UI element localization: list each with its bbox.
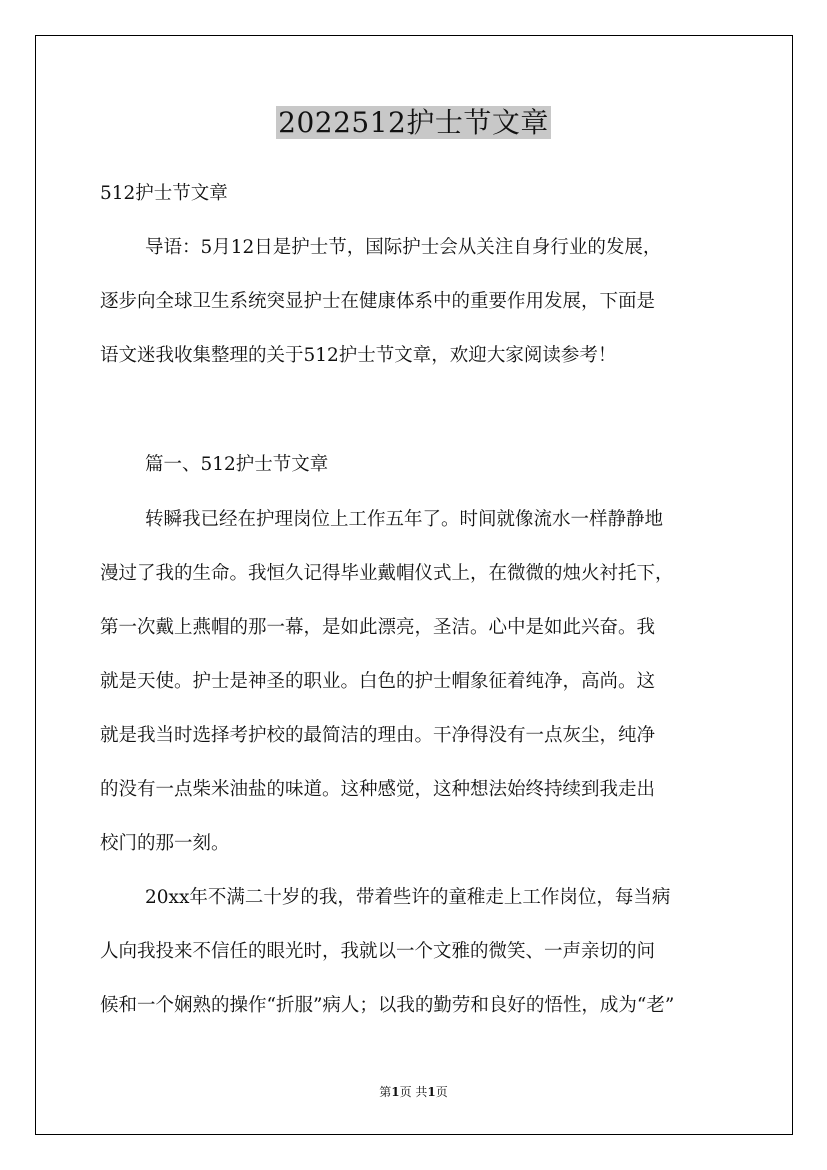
footer-page-total: 1 [427,1085,436,1099]
document-title-wrap [0,103,827,143]
intro-line: 导语：5月12日是护士节，国际护士会从关注自身行业的发展， [145,237,662,258]
footer-page-mid: 页 共 [399,1085,428,1099]
paragraph-line: 转瞬我已经在护理岗位上工作五年了。时间就像流水一样静静地 [145,509,664,530]
paragraph-line: 人向我投来不信任的眼光时，我就以一个文雅的微笑、一声亲切的问 [100,941,656,962]
paragraph-line: 校门的那一刻。 [100,833,230,854]
paragraph-line: 就是我当时选择考护校的最简洁的理由。干净得没有一点灰尘，纯净 [100,725,656,746]
page-footer [0,1083,827,1100]
intro-line: 逐步向全球卫生系统突显护士在健康体系中的重要作用发展，下面是 [100,291,656,312]
footer-page-suffix: 页 [435,1085,448,1099]
paragraph-line: 就是天使。护士是神圣的职业。白色的护士帽象征着纯净，高尚。这 [100,671,656,692]
paragraph-line: 的没有一点柴米油盐的味道。这种感觉，这种想法始终持续到我走出 [100,779,656,800]
paragraph-line: 候和一个娴熟的操作“折服”病人；以我的勤劳和良好的悟性，成为“老” [100,995,675,1016]
paragraph-line: 漫过了我的生命。我恒久记得毕业戴帽仪式上，在微微的烛火衬托下， [100,563,674,584]
footer-page-prefix: 第 [379,1085,392,1099]
document-title: 2022512护士节文章 [278,106,549,139]
paragraph-line: 20xx年不满二十岁的我，带着些许的童稚走上工作岗位，每当病 [145,887,671,908]
section-heading: 篇一、512护士节文章 [145,454,329,475]
footer-page-number: 1 [391,1085,400,1099]
paragraph-line: 第一次戴上燕帽的那一幕，是如此漂亮，圣洁。心中是如此兴奋。我 [100,617,656,638]
intro-line: 语文迷我收集整理的关于512护士节文章，欢迎大家阅读参考！ [100,345,617,366]
document-subtitle: 512护士节文章 [100,183,228,204]
